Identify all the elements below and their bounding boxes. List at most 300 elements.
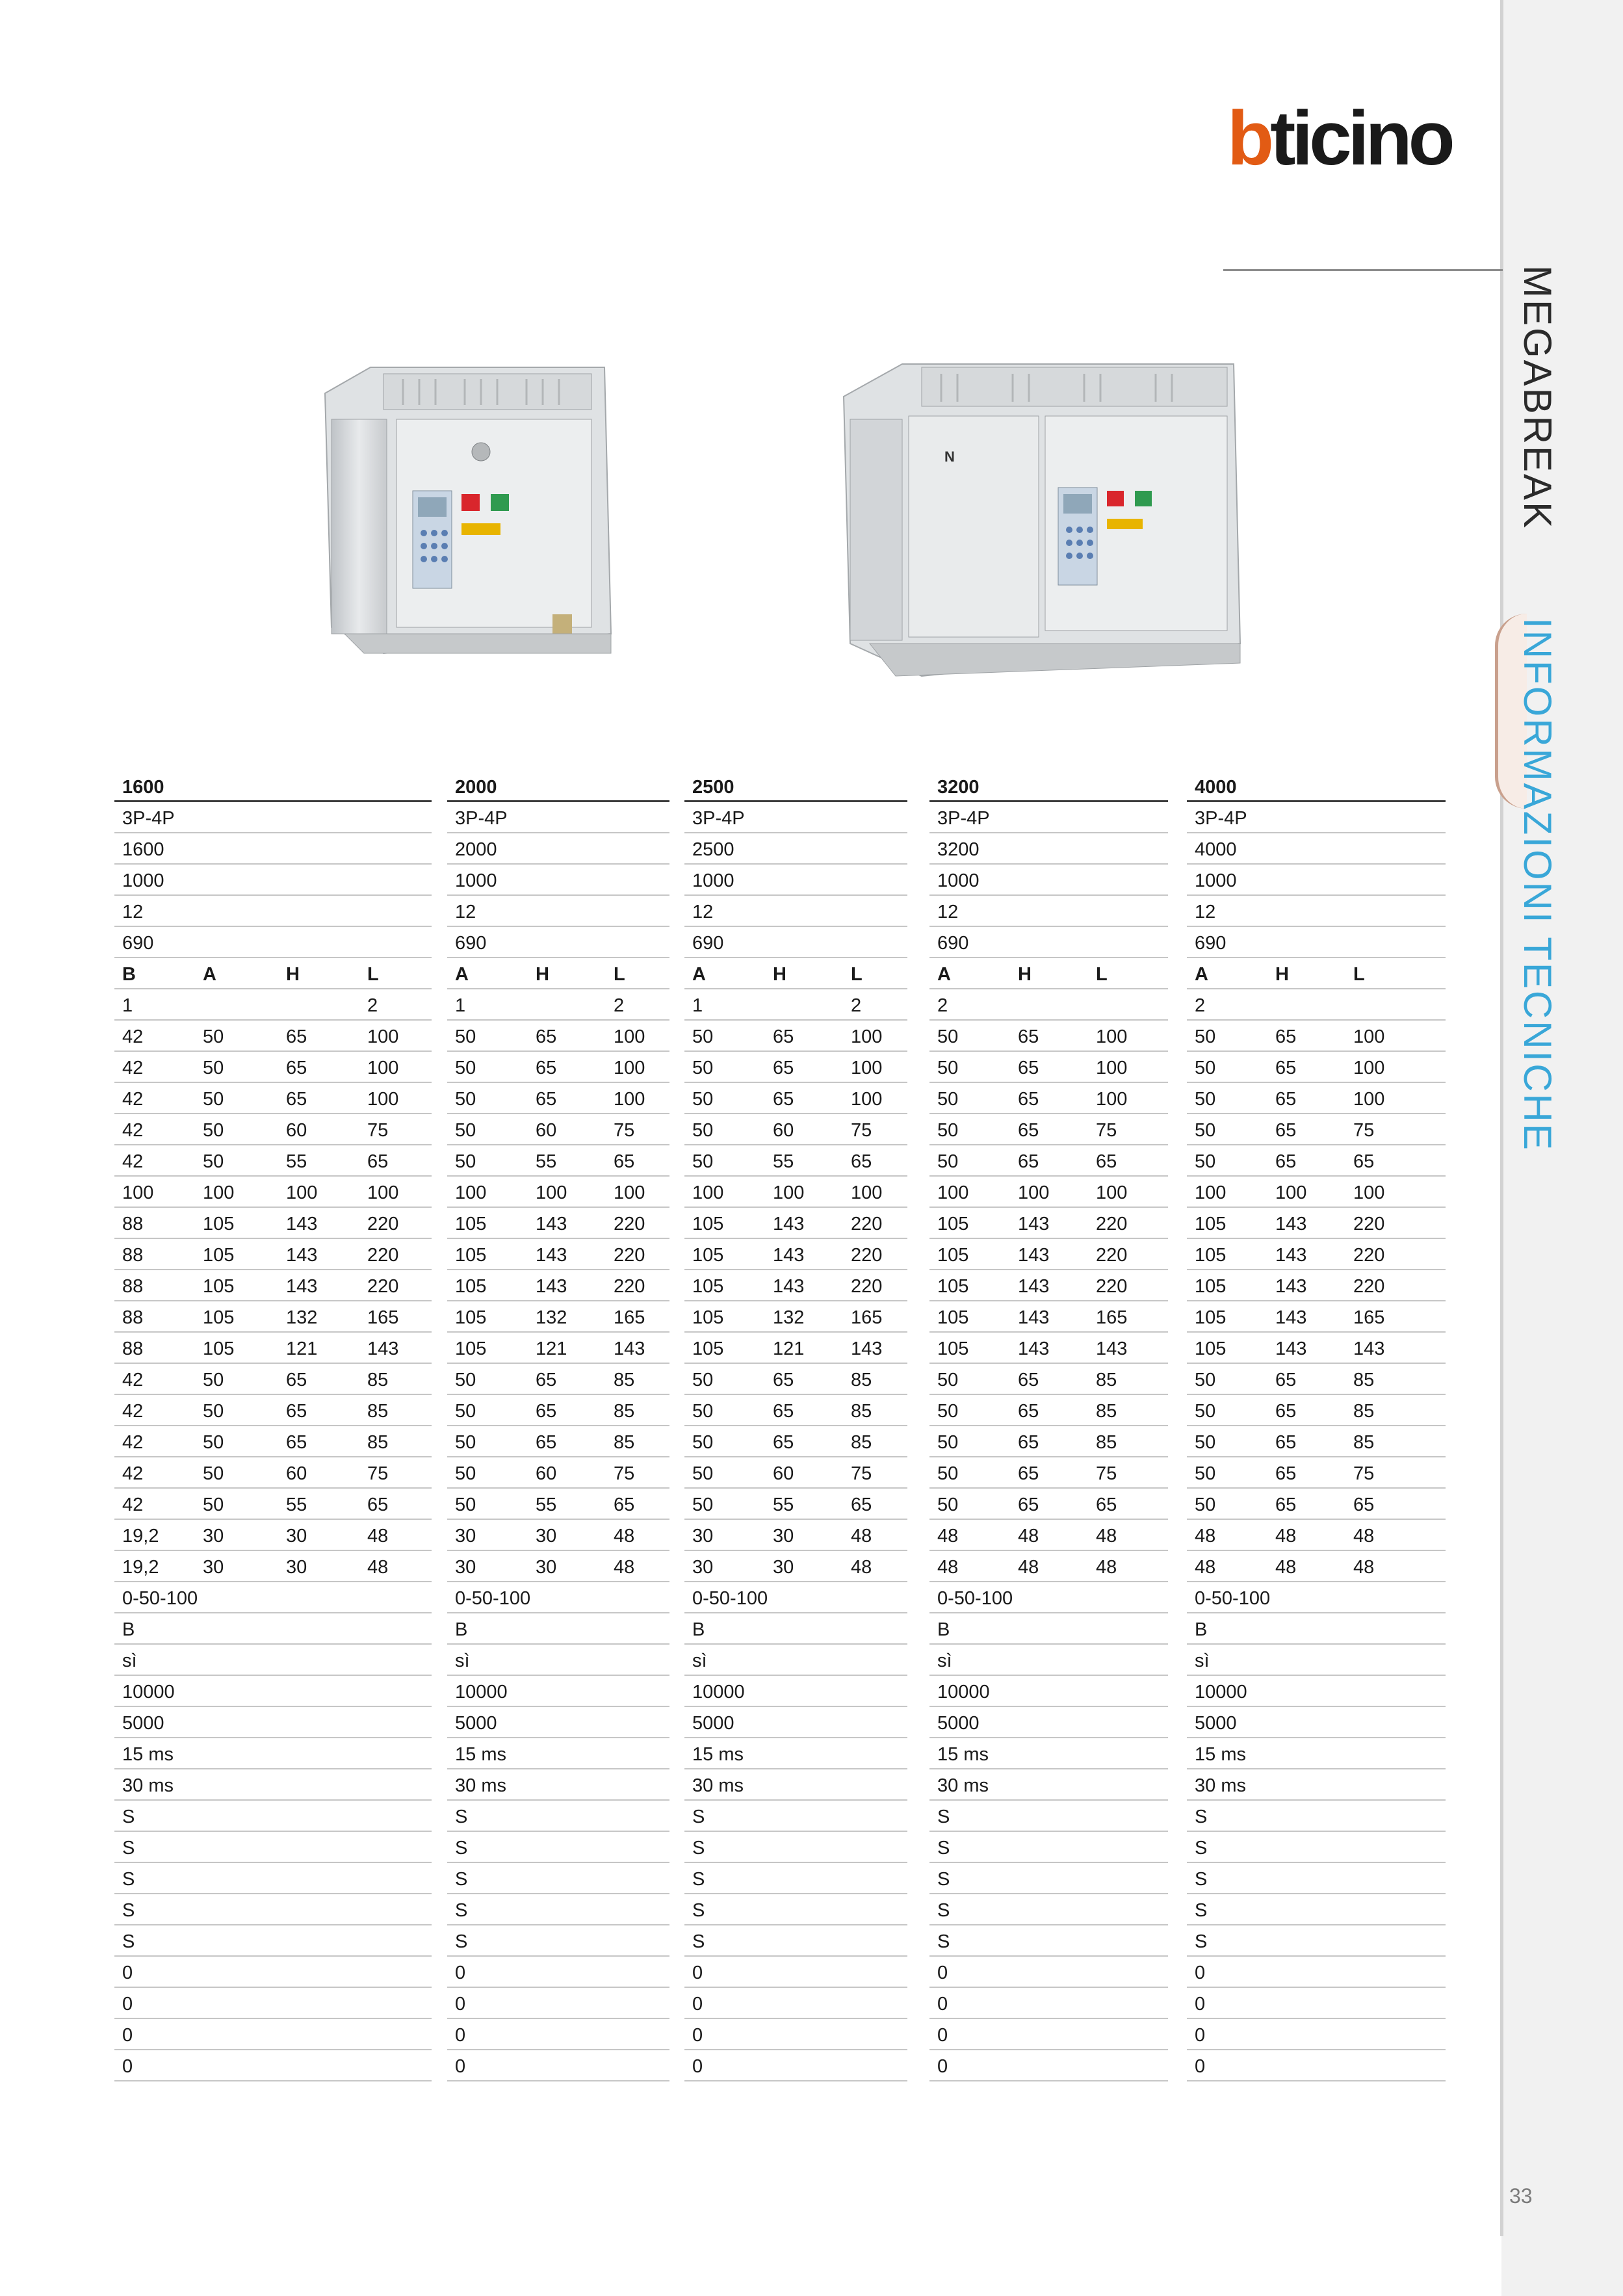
table-cell: 50 [1195, 1432, 1216, 1453]
table-cell: S [455, 1900, 468, 1921]
table-cell: 48 [1353, 1526, 1375, 1546]
table-row [929, 958, 1168, 989]
table-cell: 42 [122, 1432, 144, 1453]
table-row [684, 1894, 907, 1925]
table-cell: 100 [773, 1182, 805, 1203]
table-cell: 2500 [692, 839, 734, 860]
table-cell: 0-50-100 [692, 1588, 768, 1609]
table-cell: S [455, 1807, 468, 1827]
table-cell: 0 [455, 2025, 466, 2046]
table-cell: 85 [367, 1370, 389, 1390]
table-cell: 220 [1096, 1214, 1128, 1234]
table-cell: 15 ms [1195, 1744, 1246, 1765]
table-row [447, 1645, 669, 1676]
side-divider [1500, 0, 1503, 2236]
table-cell: S [937, 1900, 950, 1921]
table-row [929, 1925, 1168, 1957]
table-cell: 65 [1096, 1494, 1117, 1515]
table-cell: 48 [1275, 1557, 1297, 1578]
table-row [114, 989, 432, 1021]
table-cell: 143 [1018, 1245, 1050, 1266]
table-row [1187, 1301, 1446, 1333]
table-cell: 220 [367, 1214, 399, 1234]
table-row [1187, 1052, 1446, 1083]
table-row [684, 1582, 907, 1613]
table-cell: 105 [937, 1214, 969, 1234]
table-cell: 42 [122, 1401, 144, 1422]
table-row [684, 1239, 907, 1270]
table-cell: 10000 [692, 1682, 745, 1702]
table-row [447, 1364, 669, 1395]
table-cell: 60 [773, 1463, 794, 1484]
table-cell: 1000 [937, 870, 980, 891]
table-cell: 42 [122, 1026, 144, 1047]
table-cell: sì [1195, 1650, 1210, 1671]
table-row [929, 833, 1168, 865]
table-row [684, 1270, 907, 1301]
table-cell: 55 [773, 1494, 794, 1515]
table-cell: 15 ms [455, 1744, 506, 1765]
table-cell: 4000 [1195, 777, 1237, 798]
table-cell: 30 [536, 1557, 557, 1578]
neutral-label: N [944, 449, 955, 465]
table-row [684, 2019, 907, 2050]
table-row [114, 2019, 432, 2050]
table-cell: 65 [536, 1026, 557, 1047]
table-row [447, 1021, 669, 1052]
table-cell: 220 [1353, 1276, 1385, 1297]
table-cell: 165 [367, 1307, 399, 1328]
table-cell: 65 [773, 1401, 794, 1422]
table-cell: 105 [937, 1245, 969, 1266]
table-cell: sì [122, 1650, 137, 1671]
table-cell: 65 [1018, 1120, 1039, 1141]
table-cell: 50 [1195, 1058, 1216, 1078]
table-row [684, 1988, 907, 2019]
table-cell: 2000 [455, 839, 497, 860]
table-cell: 1600 [122, 777, 164, 798]
table-cell: 65 [773, 1089, 794, 1110]
table-row [684, 1738, 907, 1769]
table-cell: 0 [692, 1994, 703, 2015]
table-row [684, 1645, 907, 1676]
table-cell: 0-50-100 [937, 1588, 1013, 1609]
table-cell: 165 [851, 1307, 883, 1328]
table-cell: 143 [536, 1214, 567, 1234]
table-cell: 0 [122, 1994, 133, 2015]
table-cell: 88 [122, 1338, 144, 1359]
table-cell: 75 [1353, 1463, 1375, 1484]
table-cell: 0 [455, 1963, 466, 1983]
table-cell: 30 [203, 1557, 224, 1578]
table-row [684, 1707, 907, 1738]
table-cell: 85 [614, 1432, 635, 1453]
table-row [684, 1177, 907, 1208]
table-cell: 85 [1353, 1401, 1375, 1422]
table-cell: 105 [692, 1214, 724, 1234]
table-cell: 143 [1275, 1245, 1307, 1266]
table-row [684, 1925, 907, 1957]
table-row [114, 1489, 432, 1520]
table-row [929, 896, 1168, 927]
table-cell: 42 [122, 1494, 144, 1515]
table-cell: S [937, 1931, 950, 1952]
table-cell: 5000 [1195, 1713, 1237, 1734]
table-cell: 5000 [455, 1713, 497, 1734]
breaker-4p-icon [824, 338, 1260, 705]
table-row [684, 833, 907, 865]
table-row [447, 1925, 669, 1957]
table-cell: 121 [773, 1338, 805, 1359]
table-cell: S [122, 1869, 135, 1890]
brand-logo-rest: ticino [1270, 96, 1451, 181]
table-row [1187, 1863, 1446, 1894]
table-row [684, 1832, 907, 1863]
table-cell: 100 [1353, 1058, 1385, 1078]
table-row [1187, 1114, 1446, 1145]
table-cell: 0 [692, 2056, 703, 2077]
table-row [447, 771, 669, 802]
table-cell: 100 [286, 1182, 318, 1203]
table-row [114, 1052, 432, 1083]
table-cell: 0 [1195, 1994, 1206, 2015]
table-row [447, 1832, 669, 1863]
table-cell: 65 [614, 1151, 635, 1172]
table-cell: 105 [203, 1307, 235, 1328]
table-row [114, 958, 432, 989]
table-cell: 220 [367, 1276, 399, 1297]
table-cell: 50 [203, 1463, 224, 1484]
table-cell: 50 [455, 1401, 476, 1422]
table-cell: 50 [203, 1494, 224, 1515]
table-cell: 1 [122, 995, 133, 1016]
table-cell: A [203, 964, 216, 985]
table-row [929, 1145, 1168, 1177]
table-cell: 50 [1195, 1120, 1216, 1141]
table-cell: 65 [1018, 1058, 1039, 1078]
table-cell: B [1195, 1619, 1208, 1640]
table-cell: 100 [1195, 1182, 1227, 1203]
table-cell: 50 [203, 1058, 224, 1078]
table-cell: 65 [286, 1058, 307, 1078]
table-cell: 65 [773, 1058, 794, 1078]
table-cell: 30 [692, 1557, 714, 1578]
table-cell: 100 [1353, 1182, 1385, 1203]
table-cell: 65 [1096, 1151, 1117, 1172]
table-row [929, 1208, 1168, 1239]
table-cell: 50 [455, 1494, 476, 1515]
table-cell: 2 [851, 995, 862, 1016]
table-cell: 220 [851, 1245, 883, 1266]
table-cell: 105 [1195, 1338, 1227, 1359]
table-cell: 105 [937, 1307, 969, 1328]
table-column [929, 771, 1168, 2081]
table-cell: 65 [286, 1401, 307, 1422]
table-cell: 100 [692, 1182, 724, 1203]
table-cell: 30 ms [937, 1775, 989, 1796]
table-row [447, 1457, 669, 1489]
table-row [684, 1426, 907, 1457]
table-cell: S [455, 1931, 468, 1952]
table-cell: 50 [692, 1120, 714, 1141]
table-row [114, 1551, 432, 1582]
table-row [114, 833, 432, 865]
table-cell: 690 [455, 933, 487, 954]
table-row [1187, 1208, 1446, 1239]
table-cell: 100 [851, 1089, 883, 1110]
table-row [684, 989, 907, 1021]
table-row [684, 1520, 907, 1551]
table-row [929, 1177, 1168, 1208]
table-cell: 88 [122, 1214, 144, 1234]
table-cell: 3200 [937, 777, 980, 798]
table-cell: 100 [614, 1182, 645, 1203]
table-cell: 3P-4P [937, 808, 990, 829]
table-cell: 48 [1195, 1526, 1216, 1546]
table-row [114, 802, 432, 833]
table-cell: 0 [1195, 2025, 1206, 2046]
table-cell: 690 [937, 933, 969, 954]
table-cell: 15 ms [122, 1744, 174, 1765]
table-cell: 15 ms [937, 1744, 989, 1765]
table-row [684, 1301, 907, 1333]
table-cell: 50 [455, 1120, 476, 1141]
brand-logo-text [1227, 96, 1451, 181]
table-cell: 88 [122, 1307, 144, 1328]
table-cell: 220 [367, 1245, 399, 1266]
table-cell: 50 [203, 1370, 224, 1390]
table-cell: 88 [122, 1245, 144, 1266]
table-cell: 42 [122, 1151, 144, 1172]
table-row [447, 1426, 669, 1457]
table-cell: 105 [203, 1245, 235, 1266]
table-cell: 30 [536, 1526, 557, 1546]
table-row [929, 1426, 1168, 1457]
table-cell: 100 [614, 1058, 645, 1078]
table-row [929, 1301, 1168, 1333]
table-cell: S [692, 1838, 705, 1859]
table-row [684, 1613, 907, 1645]
table-row [684, 802, 907, 833]
table-row [1187, 1707, 1446, 1738]
table-cell: 143 [1018, 1214, 1050, 1234]
table-cell: 1 [455, 995, 466, 1016]
table-cell: 65 [1353, 1494, 1375, 1515]
table-cell: S [122, 1931, 135, 1952]
table-cell: 100 [614, 1089, 645, 1110]
table-cell: 0 [937, 2056, 948, 2077]
table-row [929, 1801, 1168, 1832]
table-row [1187, 1457, 1446, 1489]
table-row [1187, 2019, 1446, 2050]
table-cell: 50 [203, 1151, 224, 1172]
table-row [114, 1707, 432, 1738]
table-cell: 55 [536, 1494, 557, 1515]
table-cell: 5000 [692, 1713, 734, 1734]
table-row [684, 1489, 907, 1520]
table-row [1187, 1021, 1446, 1052]
table-cell: 30 [773, 1557, 794, 1578]
table-cell: S [1195, 1869, 1208, 1890]
table-row [1187, 1489, 1446, 1520]
table-row [114, 1925, 432, 1957]
table-row [114, 1645, 432, 1676]
table-row [929, 2050, 1168, 2081]
table-cell: 19,2 [122, 1557, 159, 1578]
table-cell: 65 [1275, 1026, 1297, 1047]
table-cell: 30 [773, 1526, 794, 1546]
table-cell: 55 [286, 1151, 307, 1172]
table-cell: 143 [851, 1338, 883, 1359]
table-cell: 50 [1195, 1151, 1216, 1172]
table-row [929, 1738, 1168, 1769]
table-row [929, 1333, 1168, 1364]
table-row [447, 1801, 669, 1832]
table-row [1187, 1551, 1446, 1582]
table-cell: 3P-4P [1195, 808, 1247, 829]
table-cell: S [692, 1807, 705, 1827]
table-cell: S [1195, 1838, 1208, 1859]
table-cell: 48 [1275, 1526, 1297, 1546]
table-row [447, 1582, 669, 1613]
table-cell: 5000 [122, 1713, 164, 1734]
table-cell: 100 [1275, 1182, 1307, 1203]
table-row [1187, 1676, 1446, 1707]
table-row [114, 1457, 432, 1489]
table-cell: 75 [1096, 1463, 1117, 1484]
table-row [684, 896, 907, 927]
table-cell: 42 [122, 1463, 144, 1484]
table-cell: 65 [1275, 1151, 1297, 1172]
table-cell: 100 [851, 1182, 883, 1203]
table-row [684, 1395, 907, 1426]
table-row [684, 1114, 907, 1145]
table-cell: 48 [614, 1557, 635, 1578]
table-row [929, 1676, 1168, 1707]
table-cell: 48 [937, 1526, 959, 1546]
table-cell: 10000 [1195, 1682, 1247, 1702]
table-cell: 143 [1275, 1307, 1307, 1328]
table-row [114, 896, 432, 927]
table-cell: 48 [1353, 1557, 1375, 1578]
table-row [447, 1520, 669, 1551]
table-row [114, 927, 432, 958]
table-cell: 50 [455, 1089, 476, 1110]
table-cell: 12 [692, 902, 714, 922]
table-cell: 0 [692, 2025, 703, 2046]
table-cell: 100 [851, 1058, 883, 1078]
page-number: 33 [1509, 2184, 1533, 2208]
table-cell: 100 [1096, 1058, 1128, 1078]
table-cell: 65 [1275, 1120, 1297, 1141]
table-cell: 50 [455, 1026, 476, 1047]
table-cell: 50 [937, 1089, 959, 1110]
table-cell: 65 [773, 1432, 794, 1453]
table-row [684, 1863, 907, 1894]
table-cell: 75 [851, 1120, 872, 1141]
table-cell: 143 [1353, 1338, 1385, 1359]
table-row [929, 1894, 1168, 1925]
table-cell: 48 [851, 1526, 872, 1546]
table-row [114, 1270, 432, 1301]
table-cell: L [1096, 964, 1108, 985]
table-cell: S [122, 1838, 135, 1859]
table-row [929, 1551, 1168, 1582]
table-cell: 132 [773, 1307, 805, 1328]
table-cell: 105 [455, 1245, 487, 1266]
table-cell: 50 [937, 1401, 959, 1422]
table-row [1187, 958, 1446, 989]
table-cell: 65 [851, 1494, 872, 1515]
table-column [447, 771, 669, 2081]
table-cell: S [692, 1869, 705, 1890]
table-cell: 100 [367, 1026, 399, 1047]
table-cell: H [1018, 964, 1032, 985]
table-cell: 143 [1018, 1338, 1050, 1359]
table-cell: 65 [1275, 1432, 1297, 1453]
table-cell: 48 [1096, 1557, 1117, 1578]
table-row [114, 1395, 432, 1426]
table-cell: 48 [1195, 1557, 1216, 1578]
table-cell: 100 [937, 1182, 969, 1203]
table-cell: 50 [692, 1494, 714, 1515]
table-row [447, 2050, 669, 2081]
table-cell: 50 [203, 1401, 224, 1422]
table-row [684, 1364, 907, 1395]
table-cell: 143 [286, 1245, 318, 1266]
table-row [929, 1489, 1168, 1520]
table-cell: 105 [692, 1338, 724, 1359]
table-cell: 48 [367, 1557, 389, 1578]
table-row [1187, 927, 1446, 958]
table-row [114, 1988, 432, 2019]
table-row [447, 2019, 669, 2050]
table-row [114, 1957, 432, 1988]
table-row [447, 958, 669, 989]
table-cell: 2 [937, 995, 948, 1016]
table-row [929, 927, 1168, 958]
table-cell: 85 [1096, 1370, 1117, 1390]
table-cell: B [692, 1619, 705, 1640]
table-cell: 0 [937, 2025, 948, 2046]
table-cell: 50 [937, 1370, 959, 1390]
table-cell: 0 [1195, 2056, 1206, 2077]
table-cell: 50 [1195, 1463, 1216, 1484]
table-cell: 65 [536, 1401, 557, 1422]
table-cell: 690 [692, 933, 724, 954]
table-row [684, 2050, 907, 2081]
table-cell: 100 [614, 1026, 645, 1047]
table-cell: 105 [1195, 1214, 1227, 1234]
table-cell: H [536, 964, 549, 985]
table-cell: 75 [367, 1463, 389, 1484]
table-cell: 4000 [1195, 839, 1237, 860]
table-cell: A [692, 964, 706, 985]
table-cell: 50 [692, 1432, 714, 1453]
table-cell: 65 [1018, 1401, 1039, 1422]
table-cell: sì [937, 1650, 952, 1671]
brand-logo-initial: b [1227, 96, 1271, 181]
table-row [114, 1676, 432, 1707]
table-row [447, 1333, 669, 1364]
table-row [929, 1052, 1168, 1083]
table-row [929, 1364, 1168, 1395]
table-cell: 105 [455, 1338, 487, 1359]
table-cell: 48 [937, 1557, 959, 1578]
table-cell: 105 [692, 1245, 724, 1266]
table-cell: 100 [367, 1058, 399, 1078]
table-row [929, 1769, 1168, 1801]
